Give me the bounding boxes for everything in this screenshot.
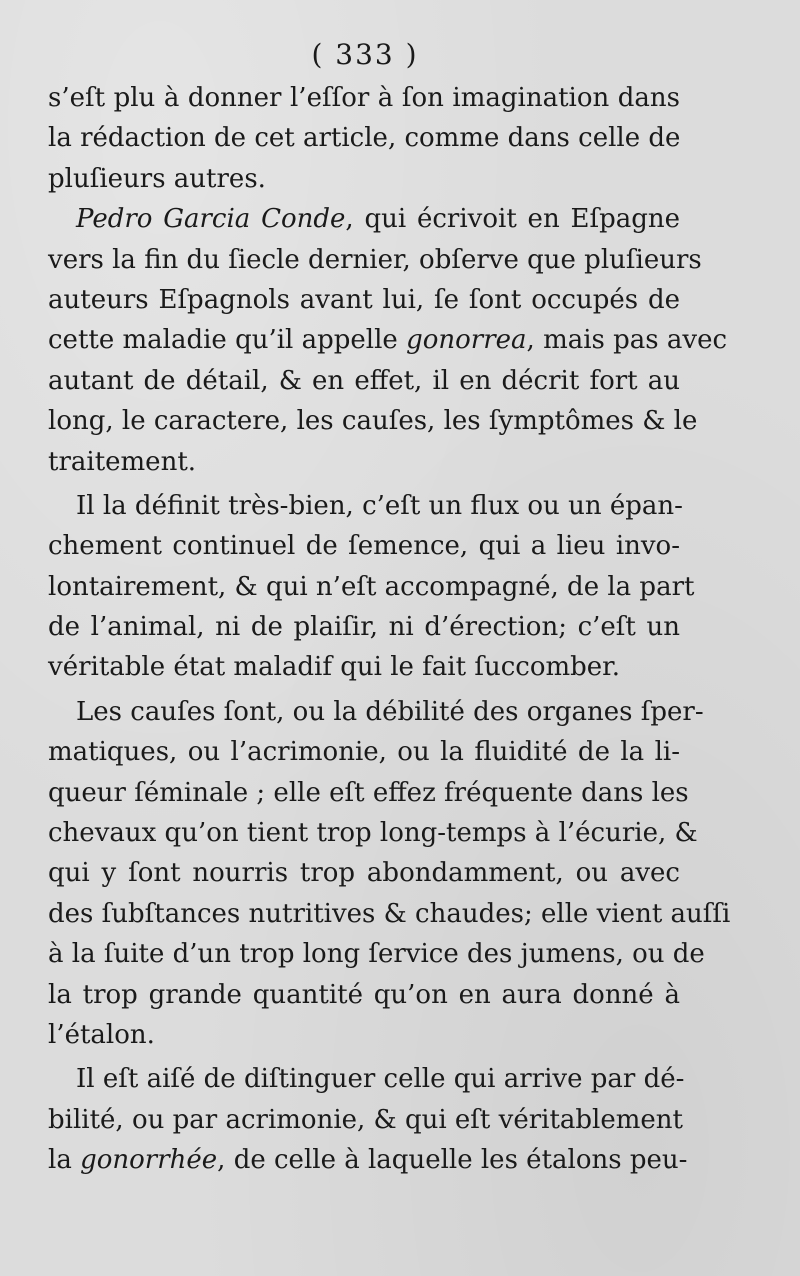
text-line	[48, 320, 728, 360]
text-line: véritable état maladif qui le fait ſuccomber.	[48, 652, 620, 683]
text-line: Les cauſes ſont, ou la débilité des organes ſper-	[76, 696, 704, 727]
text-fragment: cette maladie qu’il appelle	[48, 325, 407, 356]
term-gonorrea: gonorrea	[406, 325, 527, 356]
text-line: des ſubſtances nutritives & chaudes; elle vient auſſi	[48, 898, 731, 929]
text-line: Il la définit très-bien, c’eſt un flux ou un épan-	[76, 490, 683, 521]
text-line: traitement.	[48, 446, 197, 477]
text-fragment: la	[48, 1145, 81, 1176]
text-line: vers la fin du ſiecle dernier, obſerve que pluſieurs	[48, 244, 702, 275]
text-line: bilité, ou par acrimonie, & qui eſt véritablement	[48, 1104, 683, 1135]
text-line: chement continuel de ſemence, qui a lieu invo-	[48, 531, 680, 562]
text-fragment: , qui écrivoit en Eſpagne	[345, 204, 680, 235]
text-line	[48, 199, 680, 239]
body-text	[48, 78, 731, 1181]
text-line: pluſieurs autres.	[48, 163, 266, 194]
text-fragment: , de celle à laquelle les étalons peu-	[217, 1145, 688, 1176]
text-line: Il eſt aiſé de diſtinguer celle qui arrive par dé-	[76, 1064, 685, 1095]
term-gonorrhee: gonorrhée	[80, 1145, 218, 1176]
text-line: à la ſuite d’un trop long ſervice des jumens, ou de	[48, 939, 705, 970]
text-line: matiques, ou l’acrimonie, ou la fluidité de la li-	[48, 737, 680, 768]
text-line: qui y ſont nourris trop abondamment, ou avec	[48, 858, 680, 889]
text-line: chevaux qu’on tient trop long-temps à l’écurie, &	[48, 818, 698, 849]
text-line: autant de détail, & en effet, il en décrit fort au	[48, 365, 680, 396]
text-line: lontairement, & qui n’eſt accompagné, de la part	[48, 571, 695, 602]
text-line: la trop grande quantité qu’on en aura donné à	[48, 979, 680, 1010]
text-line: la rédaction de cet article, comme dans celle de	[48, 123, 681, 154]
text-line	[48, 1140, 688, 1180]
author-name: Pedro Garcia Conde	[76, 204, 346, 235]
text-line: queur ſéminale ; elle eſt effez fréquente dans les	[48, 777, 689, 808]
text-line: s’eſt plu à donner l’eſſor à ſon imagination dans	[48, 83, 680, 113]
text-line: l’étalon.	[48, 1019, 155, 1050]
text-line: auteurs Eſpagnols avant lui, ſe ſont occupés de	[48, 284, 680, 315]
text-fragment: , mais pas avec	[526, 325, 728, 356]
text-line: de l’animal, ni de plaiſir, ni d’érection; c’eſt un	[48, 612, 680, 643]
text-line: long, le caractere, les cauſes, les ſymptômes & le	[48, 406, 698, 437]
page-number: ( 333 )	[311, 38, 419, 71]
